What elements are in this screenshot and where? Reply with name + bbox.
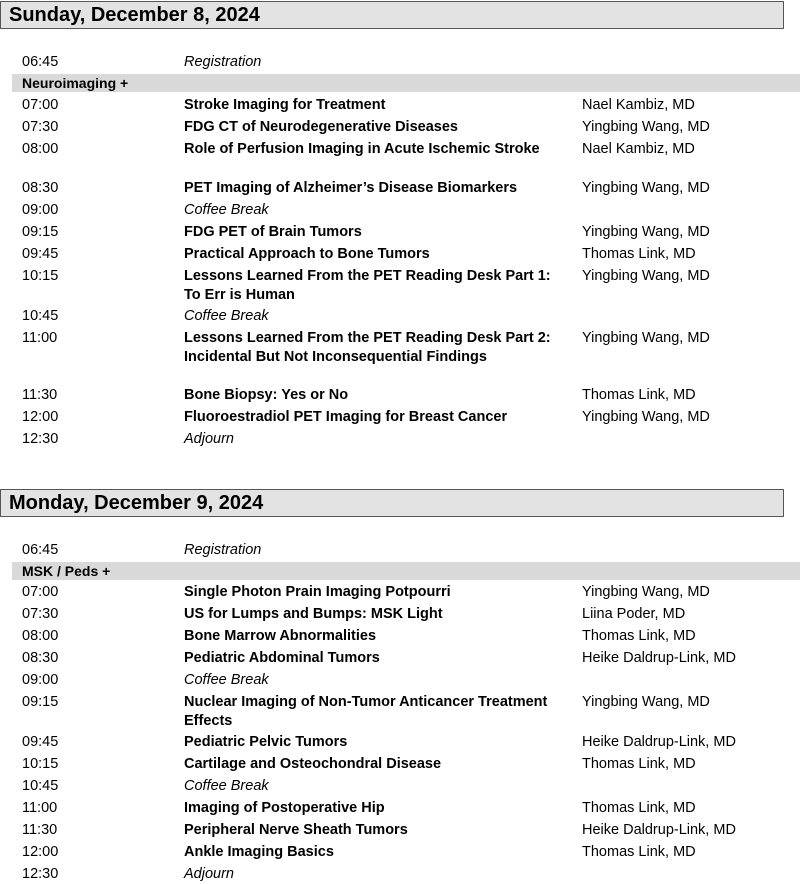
row-speaker: Heike Daldrup-Link, MD (582, 734, 736, 750)
section-bar: MSK / Peds + (12, 562, 800, 580)
row-speaker: Yingbing Wang, MD (582, 268, 710, 284)
row-title: Coffee Break (184, 308, 269, 324)
row-title: Imaging of Postoperative Hip (184, 800, 385, 816)
row-title: Cartilage and Osteochondral Disease (184, 756, 442, 772)
row-time: 10:45 (22, 308, 59, 324)
row-time: 09:00 (22, 672, 59, 688)
row-time: 09:15 (22, 224, 59, 240)
row-title: Practical Approach to Bone Tumors (184, 246, 430, 262)
row-time: 08:00 (22, 141, 59, 157)
day-header: Monday, December 9, 2024 (0, 489, 784, 517)
row-title: Adjourn (184, 866, 234, 882)
row-title: Bone Biopsy: Yes or No (184, 387, 349, 403)
row-time: 12:30 (22, 866, 59, 882)
row-speaker: Yingbing Wang, MD (582, 119, 710, 135)
row-time: 12:00 (22, 844, 59, 860)
row-speaker: Thomas Link, MD (582, 387, 696, 403)
row-time: 07:00 (22, 584, 59, 600)
row-title: Coffee Break (184, 672, 269, 688)
row-title: Pediatric Pelvic Tumors (184, 734, 348, 750)
row-time: 09:45 (22, 246, 59, 262)
row-title: Lessons Learned From the PET Reading Desk Part 2: Incidental But Not Inconsequential Findings (184, 330, 551, 365)
row-title: Pediatric Abdominal Tumors (184, 650, 380, 666)
section-bar: Neuroimaging + (12, 74, 800, 92)
row-title: Stroke Imaging for Treatment (184, 97, 386, 113)
row-title: PET Imaging of Alzheimer’s Disease Biomarkers (184, 180, 518, 196)
day-header: Sunday, December 8, 2024 (0, 1, 784, 29)
row-time: 07:30 (22, 119, 59, 135)
row-time: 07:00 (22, 97, 59, 113)
row-title: Fluoroestradiol PET Imaging for Breast Cancer (184, 409, 508, 425)
row-speaker: Yingbing Wang, MD (582, 584, 710, 600)
row-title: Ankle Imaging Basics (184, 844, 334, 860)
row-time: 11:30 (22, 387, 58, 403)
row-title: Registration (184, 542, 262, 558)
row-time: 08:30 (22, 180, 59, 196)
row-time: 07:30 (22, 606, 59, 622)
row-title: Role of Perfusion Imaging in Acute Ischemic Stroke (184, 141, 540, 157)
row-speaker: Heike Daldrup-Link, MD (582, 822, 736, 838)
row-title: FDG CT of Neurodegenerative Diseases (184, 119, 458, 135)
row-title: Single Photon Prain Imaging Potpourri (184, 584, 451, 600)
row-title: Bone Marrow Abnormalities (184, 628, 377, 644)
row-time: 11:00 (22, 330, 58, 346)
row-speaker: Thomas Link, MD (582, 246, 696, 262)
row-speaker: Yingbing Wang, MD (582, 180, 710, 196)
row-time: 12:30 (22, 431, 59, 447)
row-speaker: Thomas Link, MD (582, 844, 696, 860)
row-time: 08:30 (22, 650, 59, 666)
row-time: 06:45 (22, 542, 59, 558)
row-time: 09:15 (22, 694, 59, 710)
row-speaker: Nael Kambiz, MD (582, 141, 695, 157)
row-title: Coffee Break (184, 202, 269, 218)
row-time: 11:30 (22, 822, 58, 838)
row-speaker: Yingbing Wang, MD (582, 224, 710, 240)
row-speaker: Nael Kambiz, MD (582, 97, 695, 113)
row-title: Peripheral Nerve Sheath Tumors (184, 822, 408, 838)
row-title: Adjourn (184, 431, 234, 447)
row-speaker: Thomas Link, MD (582, 628, 696, 644)
row-title: Registration (184, 54, 262, 70)
row-speaker: Yingbing Wang, MD (582, 330, 710, 346)
row-speaker: Liina Poder, MD (582, 606, 686, 622)
row-time: 09:45 (22, 734, 59, 750)
row-speaker: Thomas Link, MD (582, 800, 696, 816)
row-title: FDG PET of Brain Tumors (184, 224, 362, 240)
row-speaker: Yingbing Wang, MD (582, 694, 710, 710)
row-time: 11:00 (22, 800, 58, 816)
row-time: 09:00 (22, 202, 59, 218)
row-time: 08:00 (22, 628, 59, 644)
row-title: US for Lumps and Bumps: MSK Light (184, 606, 443, 622)
row-speaker: Yingbing Wang, MD (582, 409, 710, 425)
row-time: 06:45 (22, 54, 59, 70)
row-time: 10:15 (22, 268, 59, 284)
row-title: Coffee Break (184, 778, 269, 794)
row-speaker: Heike Daldrup-Link, MD (582, 650, 736, 666)
row-time: 10:15 (22, 756, 59, 772)
row-speaker: Thomas Link, MD (582, 756, 696, 772)
row-time: 12:00 (22, 409, 59, 425)
row-title: Nuclear Imaging of Non-Tumor Anticancer Treatment Effects (184, 694, 548, 729)
row-title: Lessons Learned From the PET Reading Desk Part 1: To Err is Human (184, 268, 551, 303)
row-time: 10:45 (22, 778, 59, 794)
